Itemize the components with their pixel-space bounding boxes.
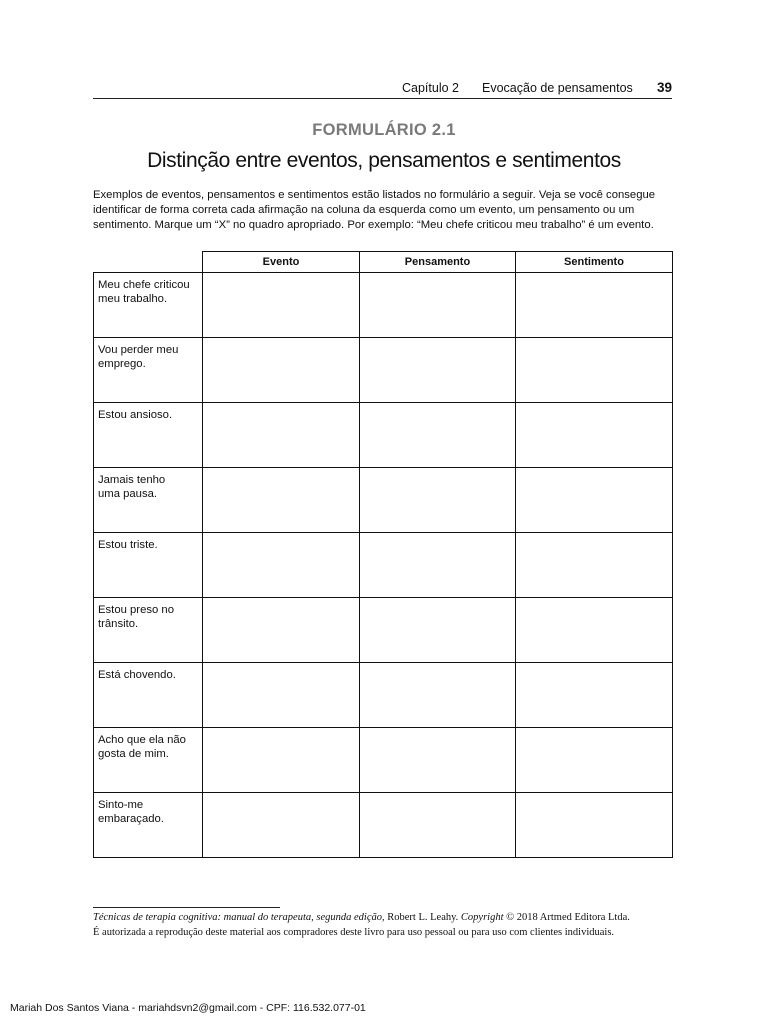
intro-line: Exemplos de eventos, pensamentos e sentimentos estão listados no formulário a seguir. Veja se você consegue [93,189,656,201]
answer-cell-evento[interactable] [203,533,360,598]
statement-cell [94,598,203,663]
statement-text: emprego. [98,358,146,370]
table-row [94,403,673,468]
statement-cell [94,273,203,338]
answer-cell-evento[interactable] [203,273,360,338]
answer-cell-sentimento[interactable] [516,728,673,793]
answer-cell-sentimento[interactable] [516,793,673,858]
page-footer [93,910,693,940]
answer-cell-sentimento[interactable] [516,598,673,663]
answer-cell-evento[interactable] [203,598,360,663]
answer-cell-pensamento[interactable] [360,663,516,728]
answer-cell-pensamento[interactable] [360,533,516,598]
answer-cell-sentimento[interactable] [516,338,673,403]
column-header-pensamento: Pensamento [360,252,516,273]
section-label: Evocação de pensamentos [482,81,633,95]
form-number: FORMULÁRIO 2.1 [312,121,456,139]
statement-text: Está chovendo. [98,669,176,681]
statement-text: meu trabalho. [98,293,168,305]
statement-cell [94,728,203,793]
answer-cell-sentimento[interactable] [516,273,673,338]
statement-text: uma pausa. [98,488,158,500]
footer-copyright-word: Copyright [460,912,504,923]
answer-cell-pensamento[interactable] [360,338,516,403]
table-row [94,793,673,858]
table-row [94,533,673,598]
statement-text: Acho que ela não [98,734,186,746]
answer-cell-pensamento[interactable] [360,728,516,793]
table-row [94,273,673,338]
answer-cell-sentimento[interactable] [516,468,673,533]
statement-text: Estou triste. [98,539,158,551]
footer-author: Robert L. Leahy. [384,912,461,923]
statement-cell [94,533,203,598]
table-row [94,598,673,663]
answer-cell-pensamento[interactable] [360,468,516,533]
statement-cell [94,793,203,858]
table-row [94,728,673,793]
footer-copyright: © 2018 Artmed Editora Ltda. [503,912,630,923]
page-number: 39 [656,80,672,95]
statement-text: gosta de mim. [98,748,169,760]
statement-text: Meu chefe criticou [98,279,190,291]
statement-cell [94,403,203,468]
statement-text: Jamais tenho [98,474,166,486]
table-corner-cell [94,252,203,273]
statement-text: trânsito. [98,618,139,630]
statement-text: Estou ansioso. [98,409,173,421]
column-header-evento: Evento [203,252,360,273]
form-title: Distinção entre eventos, pensamentos e sentimentos [147,149,621,172]
answer-cell-pensamento[interactable] [360,598,516,663]
answer-cell-sentimento[interactable] [516,533,673,598]
answer-cell-sentimento[interactable] [516,403,673,468]
intro-line: identificar de forma correta cada afirmação na coluna da esquerda como um evento, um pensamento ou um [93,204,635,216]
table-body [94,273,673,858]
classification-table [93,251,673,858]
answer-cell-pensamento[interactable] [360,273,516,338]
answer-cell-sentimento[interactable] [516,663,673,728]
answer-cell-evento[interactable] [203,728,360,793]
answer-cell-pensamento[interactable] [360,403,516,468]
answer-cell-evento[interactable] [203,338,360,403]
intro-paragraph [93,188,675,233]
intro-line: sentimento. Marque um “X” no quadro apropriado. Por exemplo: “Meu chefe criticou meu trabalho” é um evento. [93,219,654,231]
footer-line-1 [93,910,693,925]
table-row [94,663,673,728]
table-header-row [94,252,673,273]
statement-text: embaraçado. [98,813,164,825]
answer-cell-evento[interactable] [203,793,360,858]
statement-text: Vou perder meu [98,344,179,356]
answer-cell-pensamento[interactable] [360,793,516,858]
statement-text: Sinto-me [98,799,144,811]
answer-cell-evento[interactable] [203,403,360,468]
footer-rule [93,907,280,908]
answer-cell-evento[interactable] [203,468,360,533]
statement-cell [94,338,203,403]
table-row [94,338,673,403]
answer-cell-evento[interactable] [203,663,360,728]
footer-book-title: Técnicas de terapia cognitiva: manual do terapeuta, segunda edição, [93,912,385,923]
footer-line-2: É autorizada a reprodução deste material aos compradores deste livro para uso pessoal ou para uso com clientes individuais. [93,927,615,938]
statement-cell [94,468,203,533]
watermark: Mariah Dos Santos Viana - mariahdsvn2@gmail.com - CPF: 116.532.077-01 [10,1002,366,1014]
column-header-sentimento: Sentimento [516,252,673,273]
chapter-label: Capítulo 2 [402,81,459,95]
statement-text: Estou preso no [98,604,174,616]
page-header [93,80,672,99]
table-row [94,468,673,533]
statement-cell [94,663,203,728]
